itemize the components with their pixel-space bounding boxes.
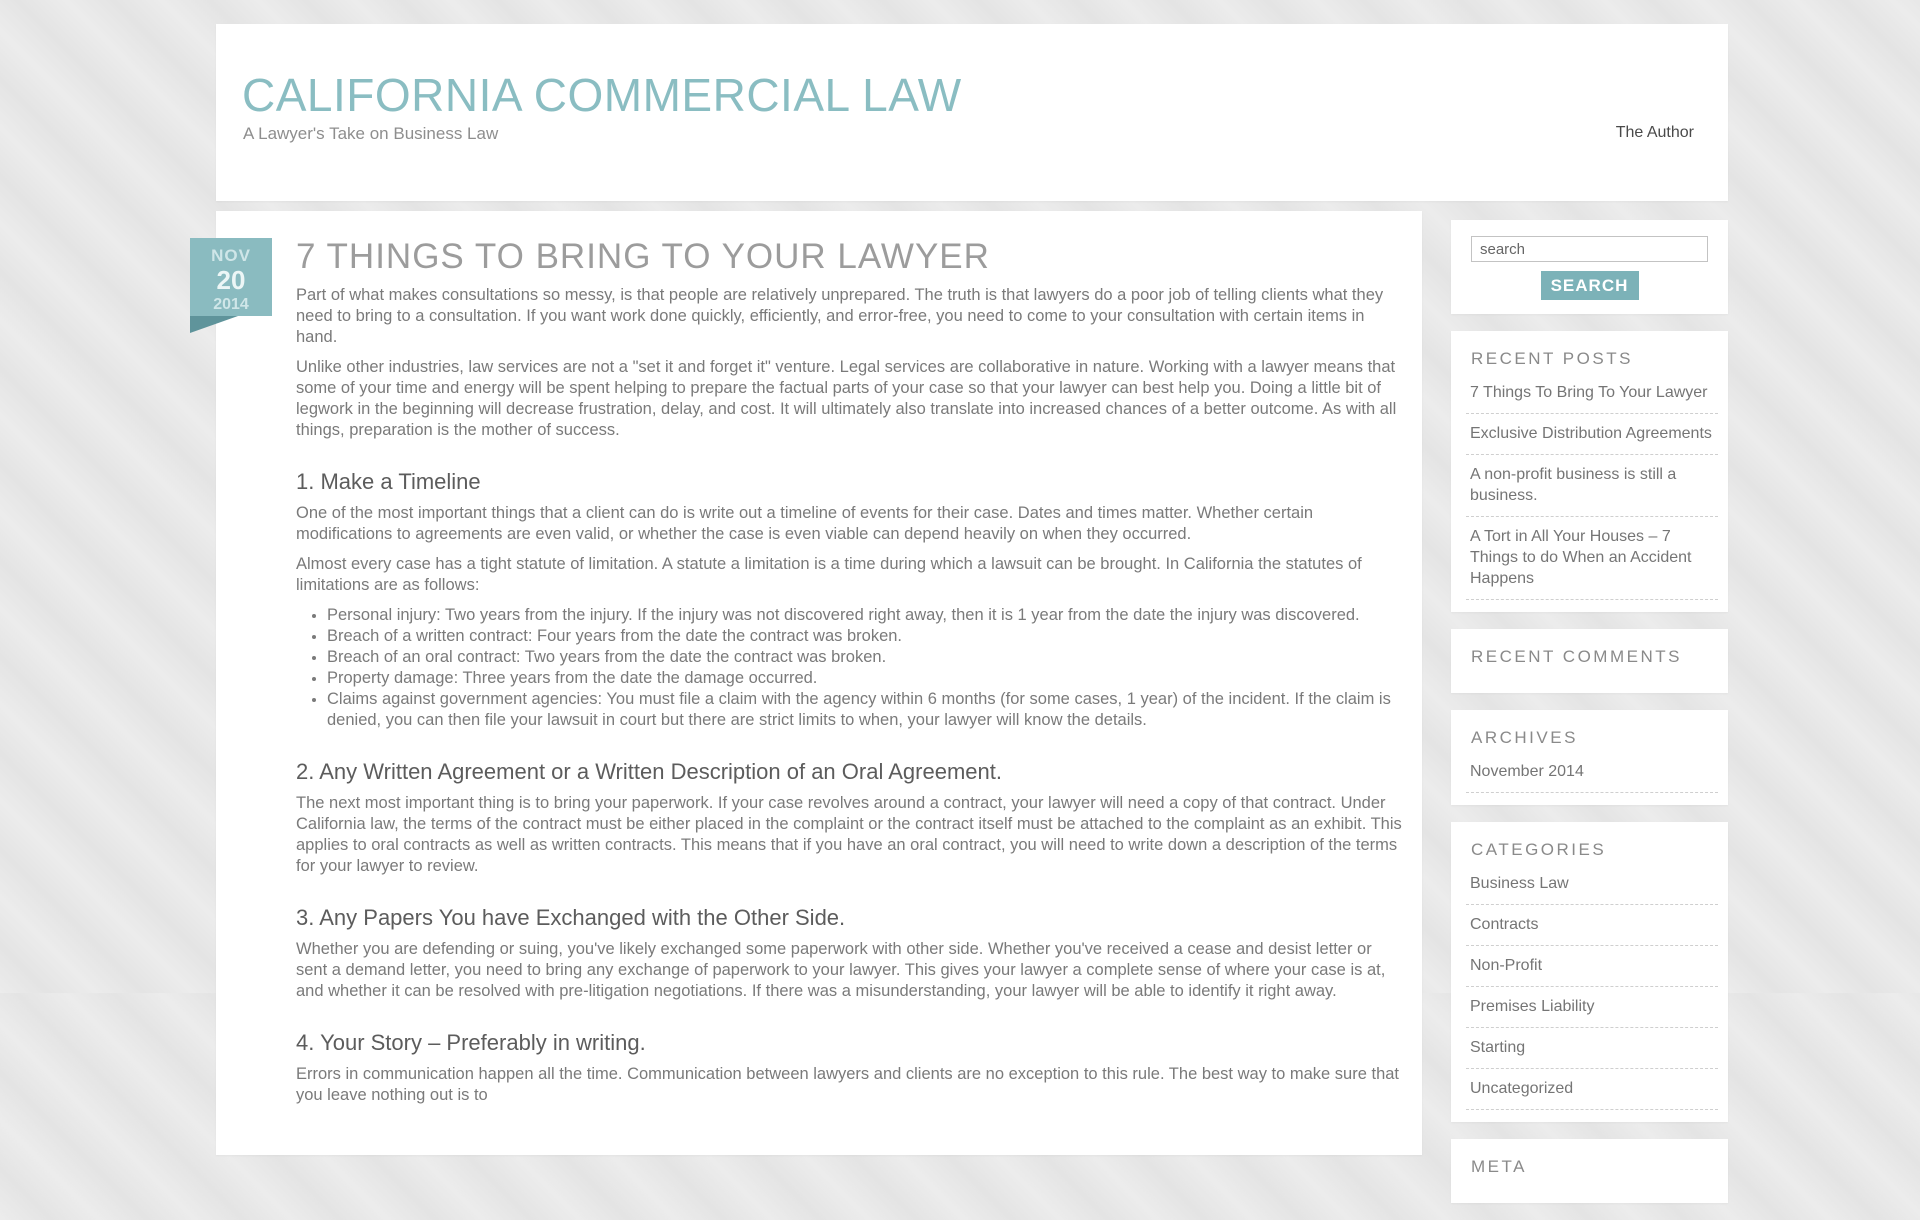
section-heading-4: 4. Your Story – Preferably in writing. xyxy=(296,1030,646,1055)
recent-post-link[interactable]: 7 Things To Bring To Your Lawyer xyxy=(1466,373,1718,414)
section-heading-2: 2. Any Written Agreement or a Written Description of an Oral Agreement. xyxy=(296,759,1002,784)
section-heading-3: 3. Any Papers You have Exchanged with the Other Side. xyxy=(296,905,846,930)
recent-post-link[interactable]: Exclusive Distribution Agreements xyxy=(1466,414,1718,455)
categories-heading: CATEGORIES xyxy=(1471,840,1607,859)
category-link[interactable]: Uncategorized xyxy=(1466,1069,1718,1110)
site-header xyxy=(216,24,1728,201)
list-item: Claims against government agencies: You must file a claim with the agency within 6 months (for some cases, 1 year) of the incident. If the claim is denied, you can then file your lawsuit in court but there are strict limits to when, your lawyer will know the details. xyxy=(327,689,1404,731)
category-link[interactable]: Non-Profit xyxy=(1466,946,1718,987)
post-paragraph: The next most important thing is to bring your paperwork. If your case revolves around a contract, your lawyer will need a copy of that contract. Under California law, the terms of the contract must be either placed in the complaint or the contract itself must be attached to the complaint as an exhibit. This applies to oral contracts as well as written contracts. This means that if you have an oral contract, you will need to write down a description of the terms for your lawyer to review. xyxy=(296,794,1402,875)
search-widget xyxy=(1451,220,1728,314)
post-paragraph: One of the most important things that a client can do is write out a timeline of events for their case. Dates and times matter. Whether certain modifications to agreements are even valid, or whether the case is even viable can depend heavily on when they occurred. xyxy=(296,504,1314,543)
meta-widget xyxy=(1451,1139,1728,1203)
sidebar xyxy=(1451,220,1728,1220)
list-item: Personal injury: Two years from the injury. If the injury was not discovered right away, then it is 1 year from the date the injury was discovered. xyxy=(327,605,1404,626)
page-container xyxy=(211,0,1728,1220)
post-paragraph: Unlike other industries, law services are not a "set it and forget it" venture. Legal services are collaborative in nature. Working with a lawyer means that some of your time and energy will be spent helping to prepare the factual parts of your case so that your lawyer can best help you. Doing a little bit of legwork in the beginning will decrease frustration, delay, and cost. It will ultimately also translate into increased chances of a better outcome. As with all things, preparation is the mother of success. xyxy=(296,358,1397,439)
section-heading-1: 1. Make a Timeline xyxy=(296,469,481,494)
post-paragraph: Errors in communication happen all the time. Communication between lawyers and clients are no exception to this rule. The best way to make sure that you leave nothing out is to xyxy=(296,1065,1400,1104)
post-article xyxy=(211,211,1422,1155)
archives-widget xyxy=(1451,710,1728,805)
recent-posts-widget xyxy=(1451,331,1728,612)
category-link[interactable]: Contracts xyxy=(1466,905,1718,946)
archive-link[interactable]: November 2014 xyxy=(1466,752,1718,793)
post-paragraph: Part of what makes consultations so messy, is that people are relatively unprepared. The truth is that lawyers do a poor job of telling clients what they need to bring to a consultation. If you want work done quickly, efficiently, and error-free, you need to come to your consultation with certain items in hand. xyxy=(296,286,1384,346)
recent-posts-list xyxy=(1466,373,1718,600)
recent-comments-widget xyxy=(1451,629,1728,693)
list-item: Property damage: Three years from the date the damage occurred. xyxy=(327,668,1404,689)
main-column xyxy=(211,211,1422,1220)
site-tagline: A Lawyer's Take on Business Law xyxy=(243,124,499,143)
post-title[interactable]: 7 THINGS TO BRING TO YOUR LAWYER xyxy=(296,237,990,276)
meta-heading: META xyxy=(1471,1157,1527,1176)
recent-comments-heading: RECENT COMMENTS xyxy=(1471,647,1682,666)
search-button[interactable]: SEARCH xyxy=(1541,271,1639,300)
post-date-year: 2014 xyxy=(213,296,249,313)
post-date-month: NOV xyxy=(211,246,251,265)
content-row xyxy=(211,211,1728,1220)
archives-list xyxy=(1466,752,1718,793)
nav-link-the-author[interactable]: The Author xyxy=(1615,124,1694,141)
categories-list xyxy=(1466,864,1718,1110)
post-date-day: 20 xyxy=(216,265,246,295)
recent-post-link[interactable]: A Tort in All Your Houses – 7 Things to do When an Accident Happens xyxy=(1466,517,1718,600)
site-title[interactable]: CALIFORNIA COMMERCIAL LAW xyxy=(242,69,962,121)
recent-post-link[interactable]: A non-profit business is still a business. xyxy=(1466,455,1718,517)
list-item: Breach of a written contract: Four years from the date the contract was broken. xyxy=(327,626,1404,647)
archives-heading: ARCHIVES xyxy=(1471,728,1578,747)
post-paragraph: Whether you are defending or suing, you've likely exchanged some paperwork with other side. Whether you've received a cease and desist letter or sent a demand letter, you need to bring any exchange of paperwork to your lawyer. This gives your lawyer a complete sense of where your case is at, and whether it can be resolved with pre-litigation negotiations. If there was a misunderstanding, your lawyer will be able to identify it right away. xyxy=(296,940,1386,1000)
categories-widget xyxy=(1451,822,1728,1122)
post-paragraph: Almost every case has a tight statute of limitation. A statute a limitation is a time during which a lawsuit can be brought. In California the statutes of limitations are as follows: xyxy=(296,555,1362,594)
recent-posts-heading: RECENT POSTS xyxy=(1471,349,1633,368)
category-link[interactable]: Starting xyxy=(1466,1028,1718,1069)
category-link[interactable]: Business Law xyxy=(1466,864,1718,905)
post-date-badge xyxy=(190,238,272,316)
search-input[interactable] xyxy=(1471,236,1708,262)
category-link[interactable]: Premises Liability xyxy=(1466,987,1718,1028)
statute-of-limitations-list xyxy=(296,605,1404,731)
list-item: Breach of an oral contract: Two years from the date the contract was broken. xyxy=(327,647,1404,668)
